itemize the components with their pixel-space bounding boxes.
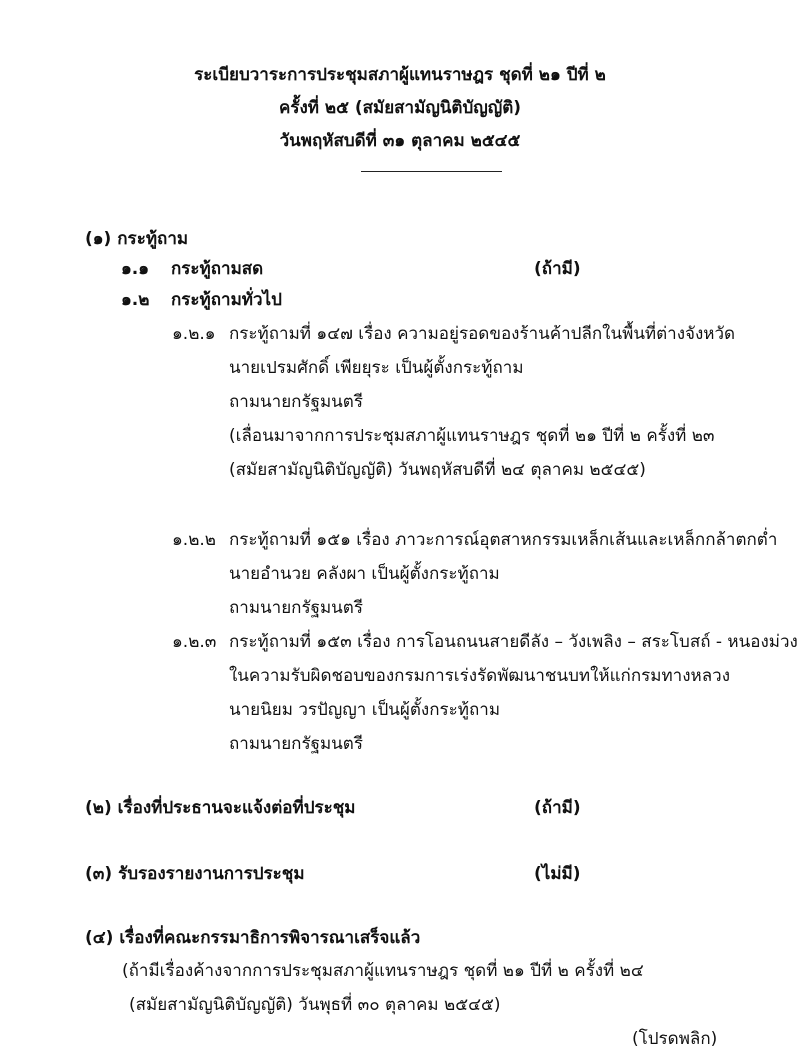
question-2-line3: ถามนายกรัฐมนตรี bbox=[229, 598, 363, 618]
question-3-line1: กระทู้ถามที่ ๑๕๓ เรื่อง การโอนถนนสายดีลัง – วังเพลิง – สระโบสถ์ - หนองม่วง bbox=[229, 632, 798, 652]
item1-2-title: กระทู้ถามทั่วไป bbox=[171, 290, 282, 310]
item3-title: รับรองรายงานการประชุม bbox=[118, 864, 305, 884]
question-2-line2: นายอำนวย คลังผา เป็นผู้ตั้งกระทู้ถาม bbox=[229, 564, 500, 584]
date-line: วันพฤหัสบดีที่ ๓๑ ตุลาคม ๒๕๔๕ bbox=[279, 131, 521, 151]
question-3-line3: นายนิยม วรปัญญา เป็นผู้ตั้งกระทู้ถาม bbox=[229, 700, 501, 720]
item3-number: (๓) bbox=[85, 864, 113, 884]
question-1-line2: นายเปรมศักดิ์ เพียยุระ เป็นผู้ตั้งกระทู้ถาม bbox=[229, 358, 524, 378]
question-3-line2: ในความรับผิดชอบของกรมการเร่งรัดพัฒนาชนบทให้แก่กรมทางหลวง bbox=[229, 666, 730, 686]
item1-heading bbox=[85, 228, 188, 250]
header-divider bbox=[361, 171, 502, 172]
item1-number: (๑) bbox=[85, 229, 112, 249]
item1-1-note: (ถ้ามี) bbox=[534, 259, 581, 279]
item1-1-title: กระทู้ถามสด bbox=[171, 259, 264, 279]
question-1-line4: (เลื่อนมาจากการประชุมสภาผู้แทนราษฎร ชุดที่ ๒๑ ปีที่ ๒ ครั้งที่ ๒๓ bbox=[229, 426, 715, 446]
item3-note: (ไม่มี) bbox=[534, 864, 581, 884]
question-2-number: ๑.๒.๒ bbox=[172, 530, 217, 550]
item1-1-number: ๑.๑ bbox=[121, 259, 150, 279]
item1-title: กระทู้ถาม bbox=[117, 229, 189, 249]
item2-heading bbox=[85, 797, 356, 819]
item4-line2: (สมัยสามัญนิติบัญญัติ) วันพุธที่ ๓๐ ตุลาคม ๒๕๔๕) bbox=[129, 995, 501, 1015]
session-line: ครั้งที่ ๒๕ (สมัยสามัญนิติบัญญัติ) bbox=[278, 98, 522, 118]
item2-title: เรื่องที่ประธานจะแจ้งต่อที่ประชุม bbox=[117, 798, 356, 818]
question-1-number: ๑.๒.๑ bbox=[172, 324, 216, 344]
item4-heading bbox=[85, 927, 420, 949]
item2-number: (๒) bbox=[85, 798, 112, 818]
item4-title: เรื่องที่คณะกรรมาธิการพิจารณาเสร็จแล้ว bbox=[119, 928, 421, 948]
question-3-line4: ถามนายกรัฐมนตรี bbox=[229, 734, 363, 754]
question-2-line1: กระทู้ถามที่ ๑๕๑ เรื่อง ภาวะการณ์อุตสาหกรรมเหล็กเส้นและเหล็กกล้าตกต่ำ bbox=[229, 530, 778, 550]
agenda-title: ระเบียบวาระการประชุมสภาผู้แทนราษฎร ชุดที่ ๒๑ ปีที่ ๒ bbox=[194, 65, 606, 85]
item1-2-number: ๑.๒ bbox=[121, 290, 150, 310]
item2-note: (ถ้ามี) bbox=[534, 798, 581, 818]
item3-heading bbox=[85, 863, 305, 885]
item4-line1: (ถ้ามีเรื่องค้างจากการประชุมสภาผู้แทนราษฎร ชุดที่ ๒๑ ปีที่ ๒ ครั้งที่ ๒๔ bbox=[122, 961, 644, 981]
question-1-line3: ถามนายกรัฐมนตรี bbox=[229, 392, 363, 412]
question-3-number: ๑.๒.๓ bbox=[172, 632, 217, 652]
question-1-line5: (สมัยสามัญนิติบัญญัติ) วันพฤหัสบดีที่ ๒๔ ตุลาคม ๒๕๔๕) bbox=[229, 460, 646, 480]
turn-over-note: (โปรดพลิก) bbox=[632, 1029, 718, 1049]
item4-number: (๔) bbox=[85, 928, 114, 948]
question-1-line1: กระทู้ถามที่ ๑๔๗ เรื่อง ความอยู่รอดของร้านค้าปลีกในพื้นที่ต่างจังหวัด bbox=[229, 324, 736, 344]
